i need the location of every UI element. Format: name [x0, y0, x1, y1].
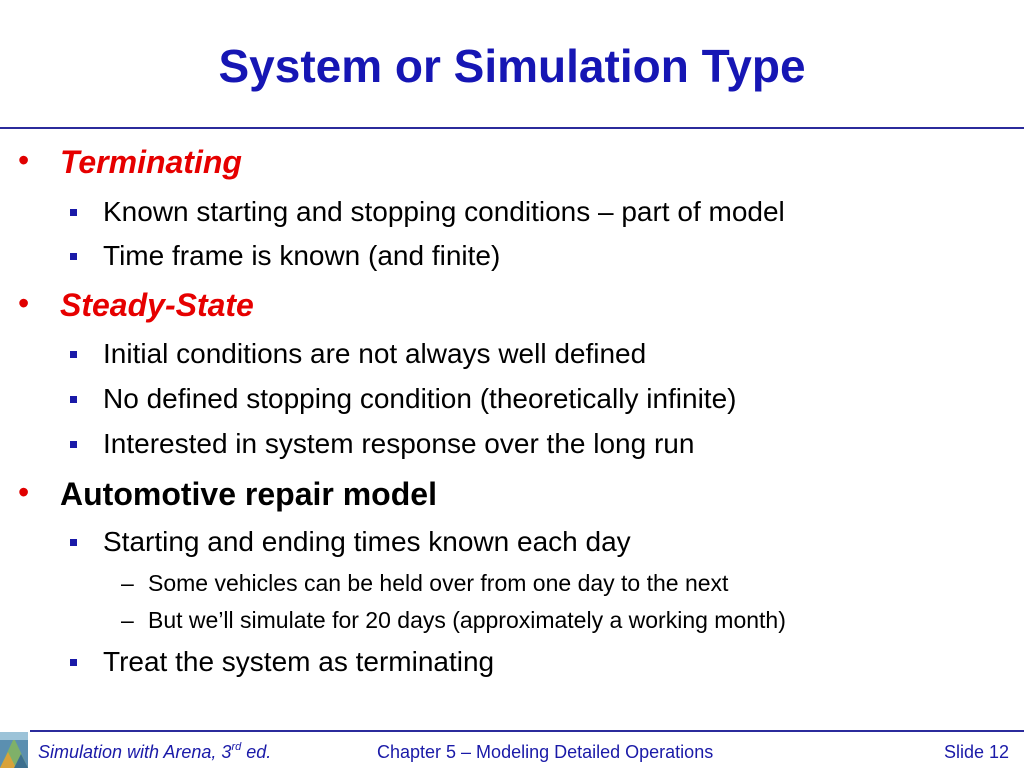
bullet-dot-icon: •: [18, 142, 30, 178]
bullet-label: Automotive repair model: [60, 476, 437, 512]
bullet-dot-icon: •: [18, 474, 30, 510]
edition-superscript: rd: [231, 741, 242, 753]
slide-title: System or Simulation Type: [218, 40, 806, 92]
sub-bullet-text: Treat the system as terminating: [103, 646, 495, 677]
square-bullet-icon: [70, 539, 77, 546]
title-divider: [0, 127, 1024, 129]
sub-sub-bullet-text: Some vehicles can be held over from one day to the next: [148, 570, 729, 596]
footer-book-title: [38, 741, 271, 763]
sub-bullet-text: Initial conditions are not always well defined: [103, 338, 647, 369]
sub-bullet-text: Known starting and stopping conditions – part of model: [103, 196, 785, 227]
arena-logo-icon: [0, 732, 28, 768]
dash-bullet-icon: –: [121, 570, 134, 596]
sub-bullet-text: Interested in system response over the long run: [103, 428, 695, 459]
footer-slide-number: Slide 12: [944, 742, 1010, 762]
sub-bullet-text: Starting and ending times known each day: [103, 526, 631, 557]
footer-chapter: Chapter 5 – Modeling Detailed Operations: [377, 742, 714, 762]
dash-bullet-icon: –: [121, 607, 134, 633]
bullet-label: Terminating: [60, 144, 242, 180]
book-title-text: Simulation with Arena, 3: [38, 742, 232, 762]
sub-bullet-text: Time frame is known (and finite): [103, 240, 501, 271]
footer-divider: [30, 730, 1024, 732]
square-bullet-icon: [70, 396, 77, 403]
sub-sub-bullet-text: But we’ll simulate for 20 days (approximately a working month): [148, 607, 786, 633]
square-bullet-icon: [70, 441, 77, 448]
bullet-label: Steady-State: [60, 287, 254, 323]
square-bullet-icon: [70, 351, 77, 358]
edition-suffix: ed.: [241, 742, 272, 762]
square-bullet-icon: [70, 659, 77, 666]
sub-bullet-text: No defined stopping condition (theoretically infinite): [103, 383, 737, 414]
square-bullet-icon: [70, 209, 77, 216]
square-bullet-icon: [70, 253, 77, 260]
bullet-dot-icon: •: [18, 285, 30, 321]
